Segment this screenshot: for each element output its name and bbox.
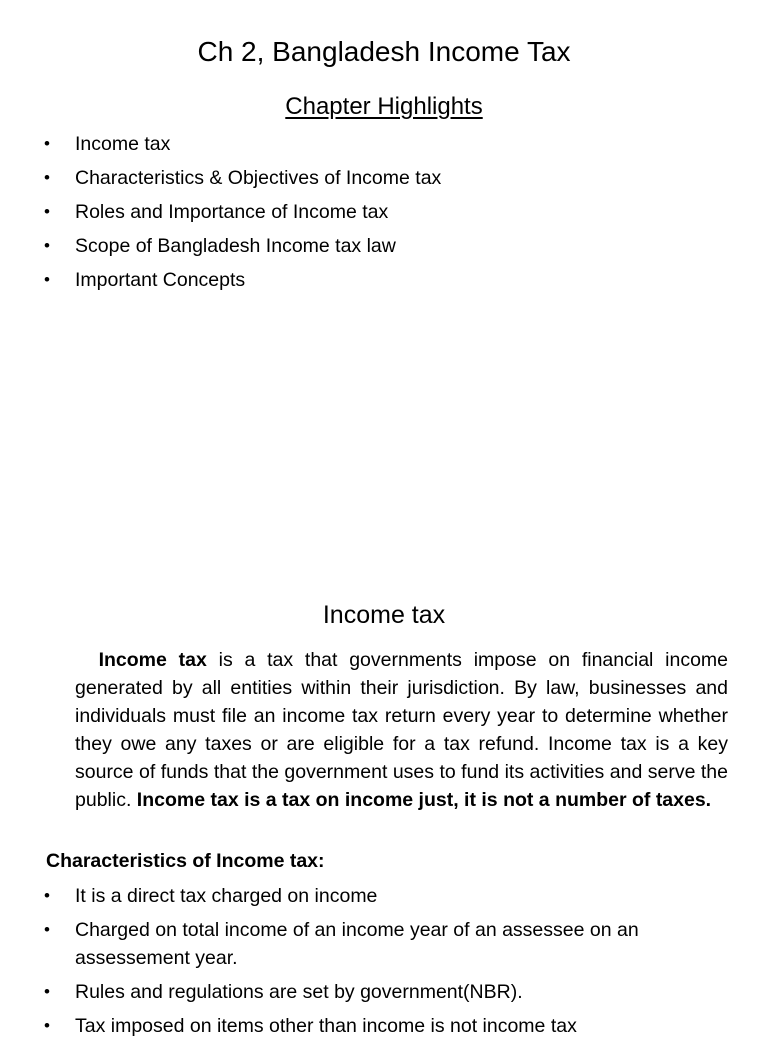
bullet-icon: • (44, 886, 50, 905)
bullet-icon: • (44, 920, 50, 939)
highlights-list (0, 130, 740, 300)
list-item-text: Scope of Bangladesh Income tax law (75, 235, 396, 257)
bullet-icon: • (44, 134, 50, 153)
list-item-text: Tax imposed on items other than income is not income tax (75, 1015, 577, 1037)
chapter-highlights-heading: Chapter Highlights (285, 93, 483, 120)
characteristics-heading: Characteristics of Income tax: (46, 850, 325, 872)
list-item (0, 164, 740, 198)
bullet-icon: • (44, 270, 50, 289)
intro-lead-bold: Income tax (98, 649, 207, 671)
intro-tail-bold: Income tax is a tax on income just, it is not a number of taxes. (136, 789, 712, 811)
bullet-icon: • (44, 236, 50, 255)
bullet-icon: • (44, 982, 50, 1001)
list-item (0, 978, 730, 1006)
characteristics-list (0, 882, 730, 1046)
intro-body: is a tax that governments impose on financial income generated by all entities within their jurisdiction. By law, businesses and individuals must file an income tax return every year to determine whether they owe any taxes or are eligible for a tax refund. Income tax is a key source of funds that the government uses to fund its activities and serve the public. (75, 649, 729, 811)
list-item-text: Rules and regulations are set by government(NBR). (75, 981, 523, 1003)
list-item-text: It is a direct tax charged on income (75, 885, 378, 907)
list-item (0, 130, 740, 164)
list-item-text: Roles and Importance of Income tax (75, 201, 389, 223)
list-item-text: Important Concepts (75, 269, 246, 291)
list-item (0, 198, 740, 232)
list-item (0, 232, 740, 266)
bullet-icon: • (44, 1016, 50, 1035)
list-item (0, 916, 730, 972)
bullet-icon: • (44, 202, 50, 221)
list-item (0, 882, 730, 910)
section-title: Income tax (322, 601, 446, 629)
list-item-text: Income tax (75, 133, 171, 155)
intro-paragraph (75, 646, 728, 814)
list-item-text: Charged on total income of an income year of an assessee on an assessement year. (75, 919, 639, 969)
list-item-text: Characteristics & Objectives of Income tax (75, 167, 442, 189)
bullet-icon: • (44, 168, 50, 187)
list-item (0, 1012, 730, 1040)
list-item (0, 266, 740, 300)
slide-title: Ch 2, Bangladesh Income Tax (197, 36, 571, 67)
